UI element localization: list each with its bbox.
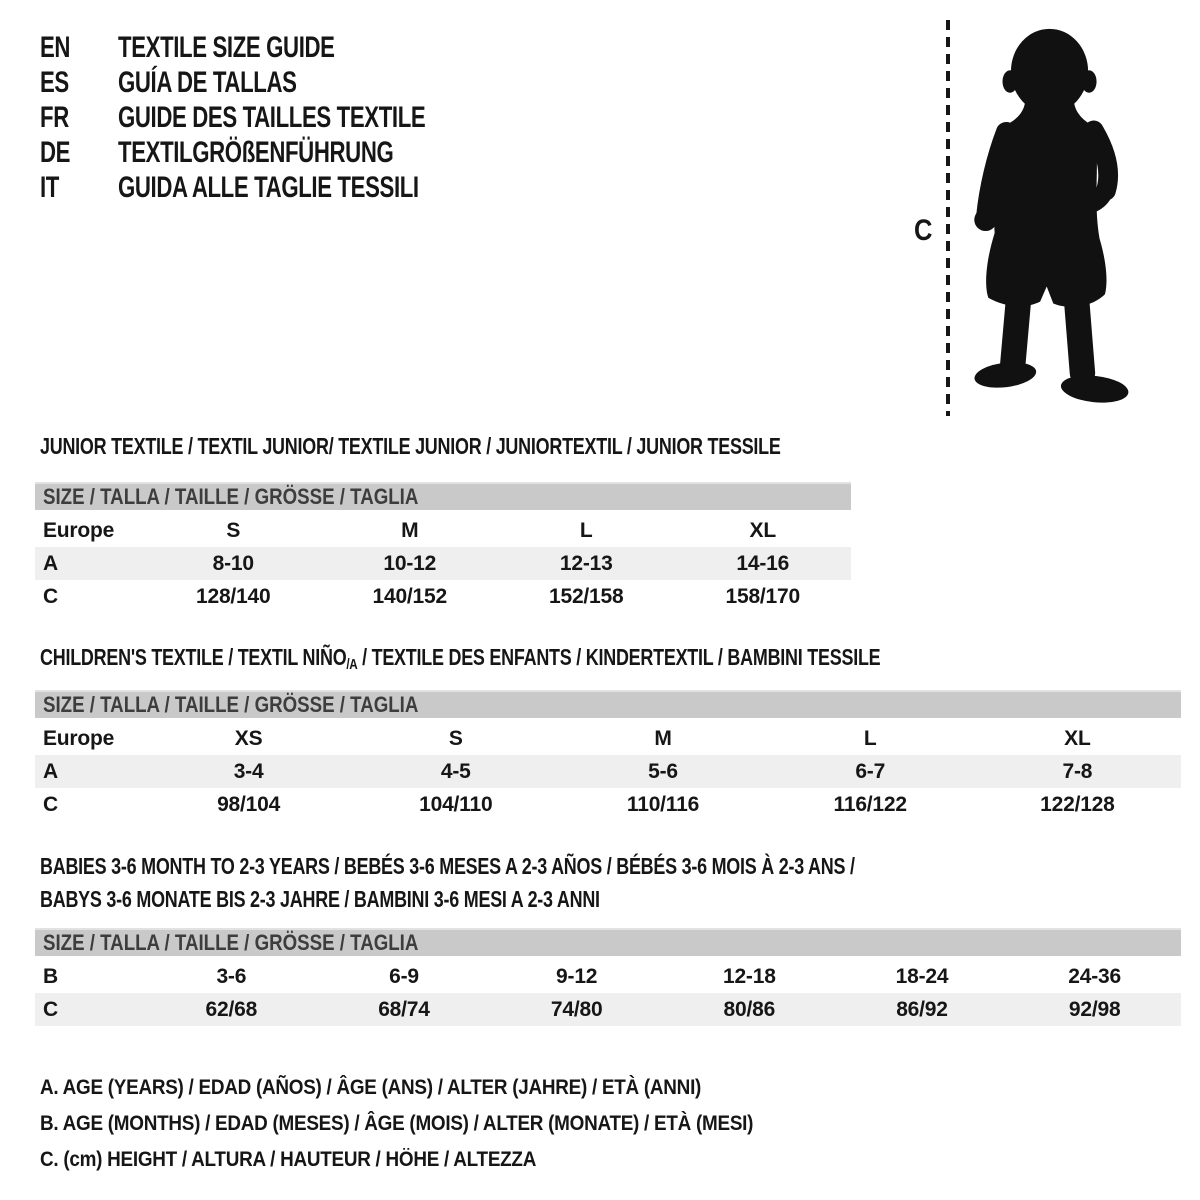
table-row-europe [35,722,1181,755]
size-cell: S [226,518,241,542]
age-cell: 4-5 [440,759,471,783]
language-title: GUÍA DE TALLAS [118,66,297,99]
months-cell: 18-24 [895,964,949,988]
height-cell: 158/170 [725,584,800,608]
language-title: TEXTILGRÖßENFÜHRUNG [118,136,394,169]
row-label: A [43,759,58,783]
age-cell: 6-7 [855,759,886,783]
language-row-en [40,30,533,65]
months-cell: 24-36 [1068,964,1122,988]
size-header-label: SIZE / TALLA / TAILLE / GRÖSSE / TAGLIA [43,484,419,509]
children-section-title: CHILDREN'S TEXTILE / TEXTIL NIÑO/A / TEXTILE DES ENFANTS / KINDERTEXTIL / BAMBINI TESSILE [40,644,881,673]
table-row-age [35,547,851,580]
height-cell: 140/152 [372,584,447,608]
junior-size-table [35,482,851,613]
row-label: C [43,997,58,1021]
size-cell: XS [234,726,263,750]
row-label: Europe [43,518,115,542]
age-cell: 8-10 [212,551,254,575]
height-cell: 80/86 [723,997,776,1021]
table-row-height [35,993,1181,1026]
nino-a-subscript: /A [346,656,358,673]
months-cell: 9-12 [556,964,598,988]
age-cell: 12-13 [559,551,613,575]
size-cell: S [448,726,463,750]
row-label: B [43,964,58,988]
language-code: EN [40,31,71,64]
height-cell: 122/128 [1040,792,1115,816]
language-title: GUIDE DES TAILLES TEXTILE [118,101,426,134]
height-cell: 110/116 [626,792,700,816]
language-row-es [40,65,533,100]
age-cell: 14-16 [736,551,790,575]
height-cell: 104/110 [419,792,493,816]
height-measure-label: C [914,214,933,247]
row-label: Europe [43,726,115,750]
height-cell: 98/104 [217,792,281,816]
size-cell: M [401,518,419,542]
row-label: C [43,792,58,816]
toddler-silhouette-icon [963,12,1137,420]
babies-title-line2: BABYS 3-6 MONATE BIS 2-3 JAHRE / BAMBINI 3-6 MESI A 2-3 ANNI [40,886,600,912]
table-row-months [35,960,1181,993]
children-size-table [35,690,1181,821]
height-cell: 128/140 [195,584,271,608]
row-label: A [43,551,58,575]
legend-line-height: C. (cm) HEIGHT / ALTURA / HAUTEUR / HÖHE / ALTEZZA [40,1148,537,1171]
legend-line-age-years: A. AGE (YEARS) / EDAD (AÑOS) / ÂGE (ANS) / ALTER (JAHRE) / ETÀ (ANNI) [40,1076,702,1099]
table-row-age [35,755,1181,788]
language-title-list [40,30,533,205]
language-title: TEXTILE SIZE GUIDE [118,31,335,64]
height-cell: 116/122 [833,792,907,816]
row-label: C [43,584,58,608]
months-cell: 6-9 [389,964,419,988]
height-cell: 86/92 [896,997,948,1021]
language-row-it [40,170,533,205]
age-cell: 7-8 [1062,759,1093,783]
language-row-fr [40,100,533,135]
language-code: DE [40,136,71,169]
babies-size-table [35,928,1181,1026]
age-cell: 5-6 [648,759,678,783]
language-title: GUIDA ALLE TAGLIE TESSILI [118,171,419,204]
table-row-height [35,788,1181,821]
table-row-europe [35,514,851,547]
age-cell: 3-4 [233,759,264,783]
language-row-de [40,135,533,170]
size-cell: M [654,726,672,750]
size-header-row [35,482,851,510]
height-measure-dashed-line [946,20,950,416]
size-header-label: SIZE / TALLA / TAILLE / GRÖSSE / TAGLIA [43,692,419,717]
legend-line-age-months: B. AGE (MONTHS) / EDAD (MESES) / ÂGE (MOIS) / ALTER (MONATE) / ETÀ (MESI) [40,1112,754,1135]
months-cell: 12-18 [722,964,776,988]
legend [40,1070,832,1178]
size-header-label: SIZE / TALLA / TAILLE / GRÖSSE / TAGLIA [43,930,419,955]
language-code: ES [40,66,69,99]
height-cell: 68/74 [378,997,430,1021]
size-cell: L [863,726,877,750]
age-cell: 10-12 [383,551,437,575]
size-header-row [35,928,1181,956]
height-cell: 152/158 [548,584,624,608]
height-cell: 62/68 [205,997,258,1021]
language-code: IT [40,171,59,204]
table-row-height [35,580,851,613]
junior-section-title: JUNIOR TEXTILE / TEXTIL JUNIOR/ TEXTILE JUNIOR / JUNIORTEXTIL / JUNIOR TESSILE [40,433,781,459]
height-cell: 92/98 [1068,997,1121,1021]
size-cell: XL [749,518,776,542]
language-code: FR [40,101,69,134]
height-cell: 74/80 [550,997,603,1021]
size-header-row [35,690,1181,718]
size-cell: XL [1064,726,1091,750]
babies-section-title [40,850,1085,916]
months-cell: 3-6 [216,964,247,988]
babies-title-line1: BABIES 3-6 MONTH TO 2-3 YEARS / BEBÉS 3-6 MESES A 2-3 AÑOS / BÉBÉS 3-6 MOIS À 2-3 ANS / [40,853,855,879]
size-cell: L [579,518,593,542]
